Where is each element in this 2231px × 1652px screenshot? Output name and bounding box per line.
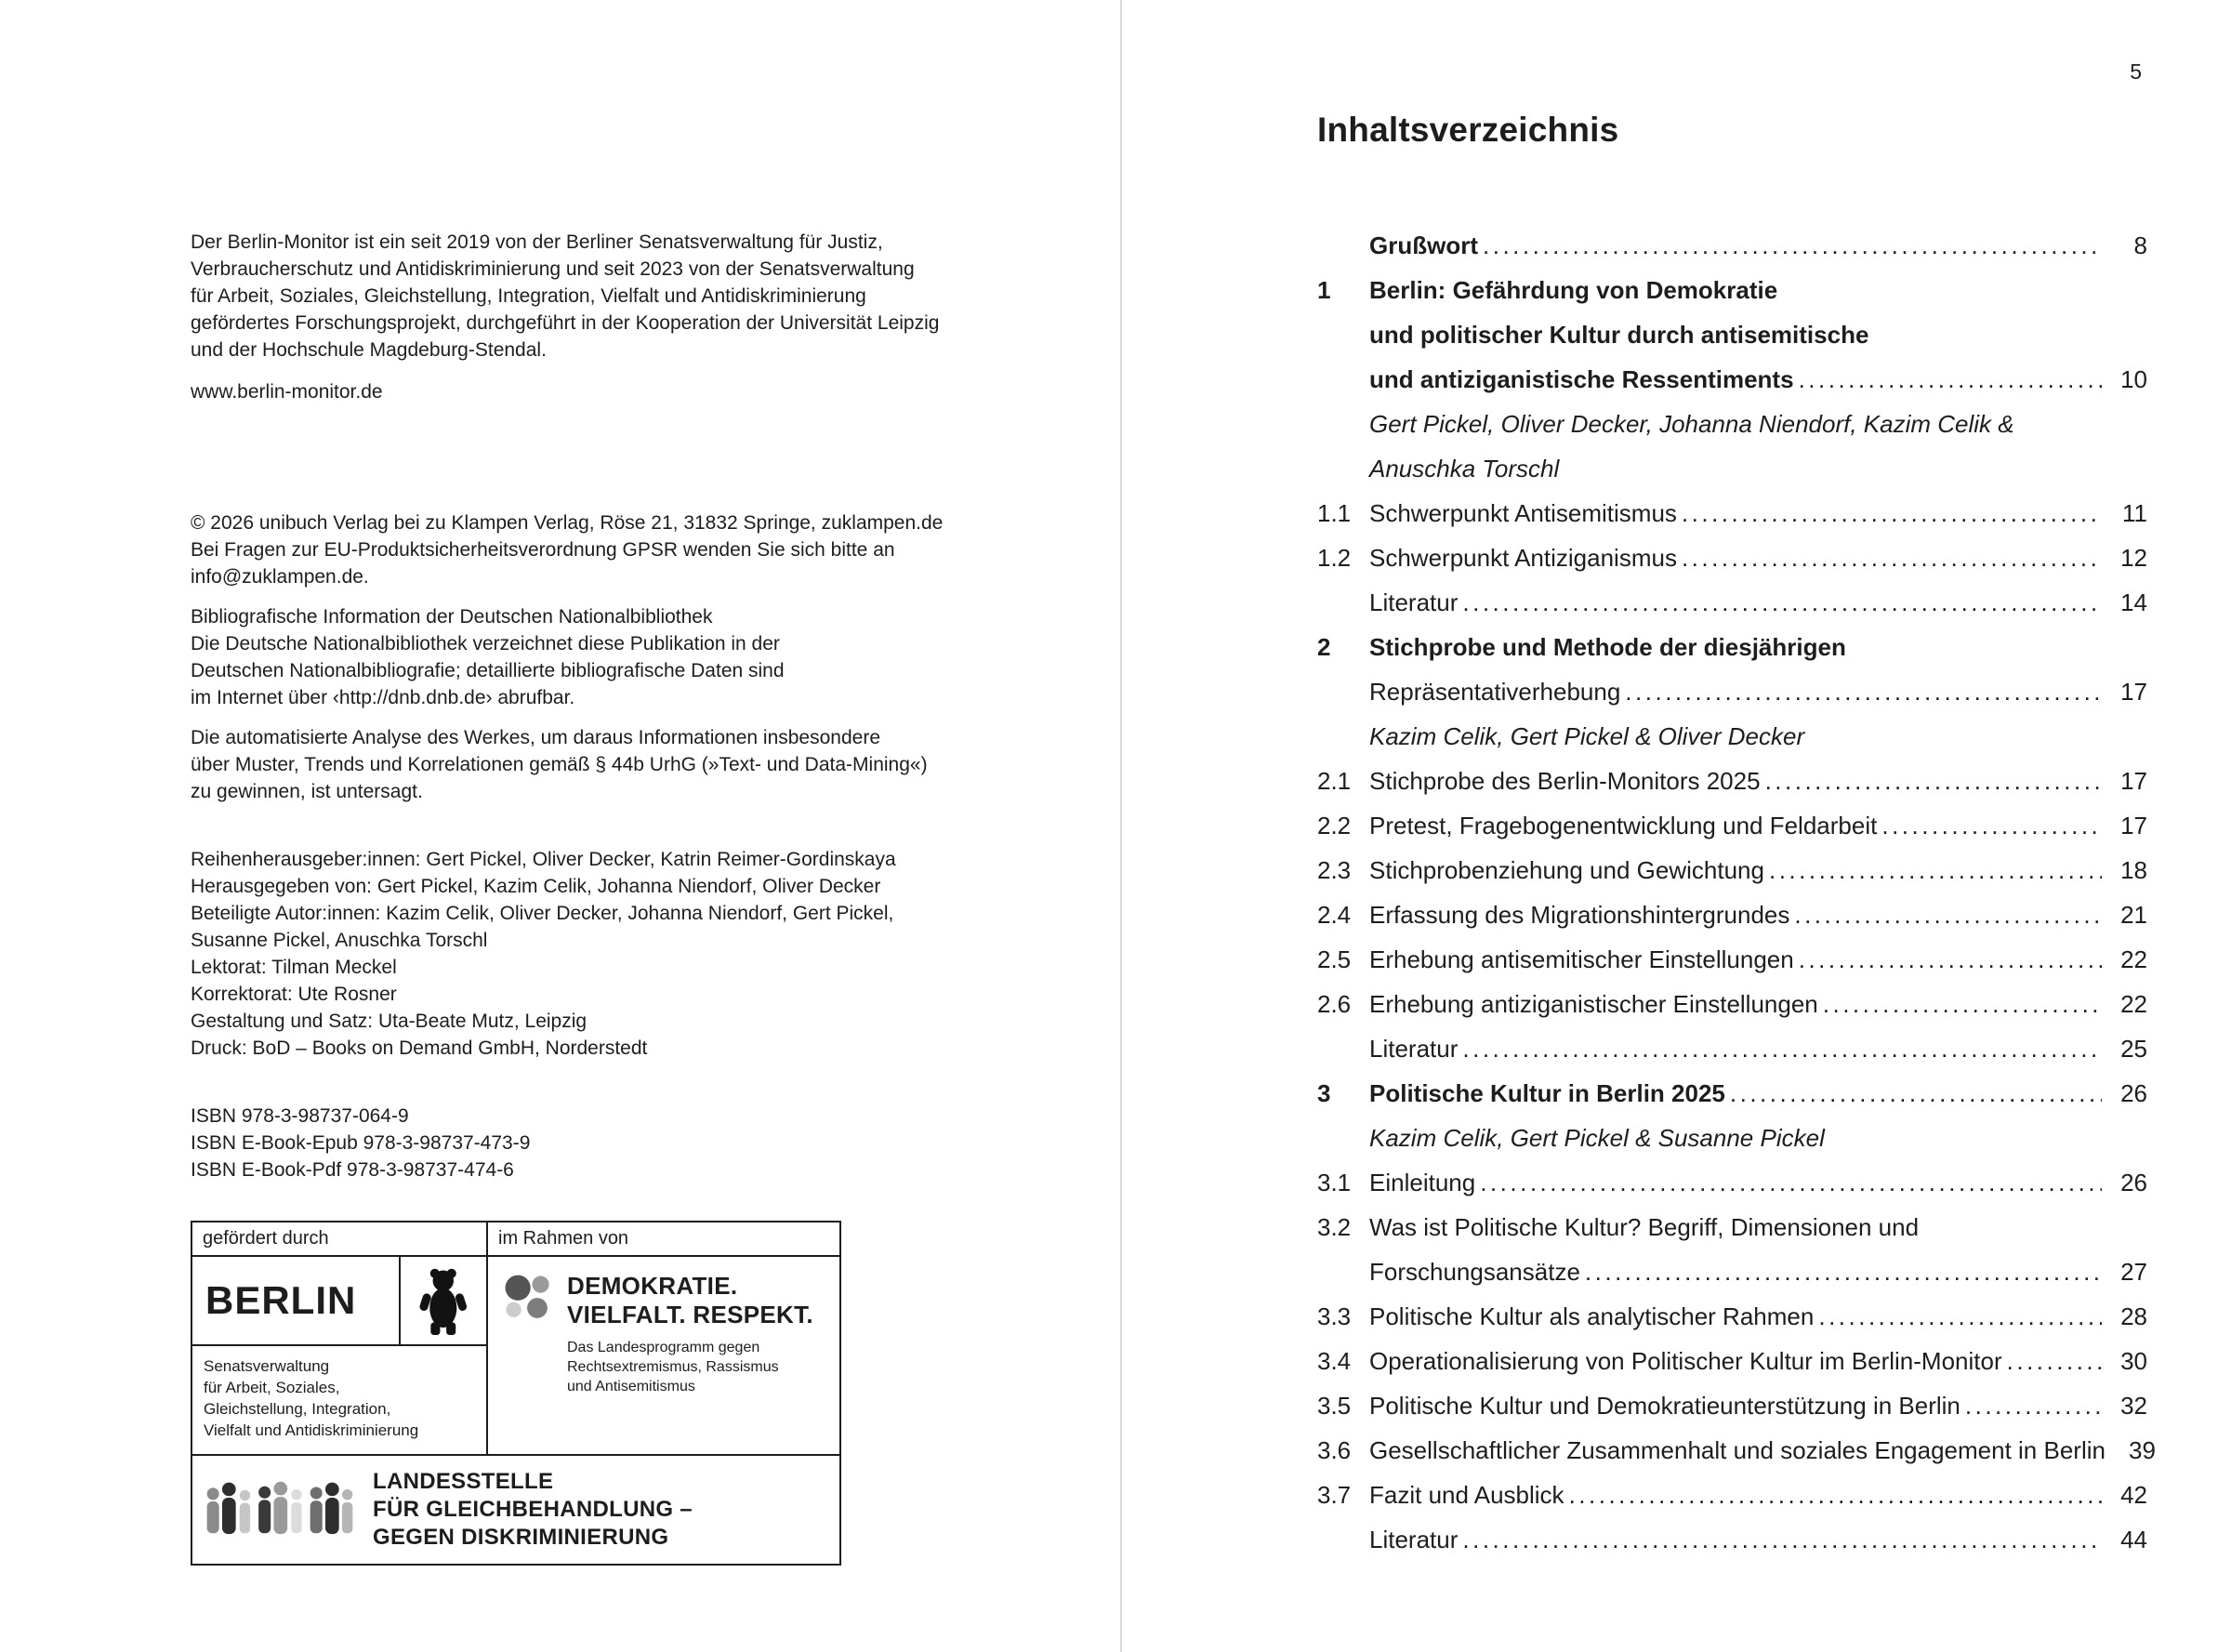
toc-entry-title: Stichprobe des Berlin-Monitors 2025 bbox=[1369, 767, 1761, 795]
toc-entry-number: 3.2 bbox=[1317, 1213, 1352, 1241]
text-line: Lektorat: Tilman Meckel bbox=[191, 957, 397, 978]
berlin-wordmark: BERLIN bbox=[205, 1278, 357, 1322]
toc-entry-title: Stichprobenziehung und Gewichtung bbox=[1369, 856, 1764, 884]
toc-entry bbox=[1317, 1428, 2156, 1473]
toc-entry-title: Literatur bbox=[1369, 588, 1459, 616]
text-line: Herausgegeben von: Gert Pickel, Kazim Celik, Johanna Niendorf, Oliver Decker bbox=[191, 876, 881, 897]
toc-author-line: Anuschka Torschl bbox=[1369, 455, 1560, 482]
toc-entry-number: 2.6 bbox=[1317, 990, 1352, 1018]
toc-entry-title: Politische Kultur in Berlin 2025 bbox=[1369, 1079, 1725, 1107]
toc-entry-row bbox=[1317, 223, 2147, 268]
toc-entry-title: Einleitung bbox=[1369, 1169, 1476, 1196]
toc-entry-row bbox=[1317, 1473, 2147, 1517]
toc-entry-page: 26 bbox=[2120, 1169, 2147, 1196]
toc-entry-row bbox=[1317, 491, 2147, 535]
people-pictogram-icon bbox=[205, 1478, 354, 1541]
toc-entry bbox=[1317, 1071, 2147, 1116]
toc-entry-row bbox=[1317, 535, 2147, 580]
toc-entry bbox=[1317, 625, 2147, 714]
toc-entry-title: Fazit und Ausblick bbox=[1369, 1481, 1564, 1509]
toc-entry-page: 21 bbox=[2120, 901, 2147, 929]
project-description bbox=[191, 229, 1055, 363]
toc-entry bbox=[1317, 803, 2147, 848]
toc-entry-title: und politischer Kultur durch antisemitische bbox=[1369, 321, 1869, 349]
toc-entry-number: 3.4 bbox=[1317, 1347, 1352, 1375]
toc-leader-dots bbox=[1765, 759, 2102, 803]
text-line: Verbraucherschutz und Antidiskriminierung und seit 2023 von der Senatsverwaltung bbox=[191, 258, 915, 280]
toc-entry-number: 2.1 bbox=[1317, 767, 1352, 795]
berlin-bear-icon bbox=[399, 1257, 486, 1344]
toc-entry-number: 2 bbox=[1317, 633, 1331, 661]
toc-leader-dots bbox=[1462, 1517, 2102, 1562]
toc-entry-row bbox=[1317, 1383, 2147, 1428]
text-line: Die automatisierte Analyse des Werkes, um daraus Informationen insbesondere bbox=[191, 727, 881, 748]
toc-entry-number: 3.3 bbox=[1317, 1302, 1352, 1330]
text-line: Bibliografische Information der Deutschen Nationalbibliothek bbox=[191, 606, 713, 628]
toc-entry-row bbox=[1317, 1294, 2147, 1339]
toc-entry bbox=[1317, 982, 2147, 1026]
toc-entry bbox=[1317, 759, 2147, 803]
toc-leader-dots bbox=[1730, 1071, 2102, 1116]
toc-entry-page: 27 bbox=[2120, 1258, 2147, 1286]
toc-entry-page: 8 bbox=[2133, 231, 2147, 259]
toc-entry-row bbox=[1317, 1249, 2147, 1294]
toc-entry-page: 18 bbox=[2120, 856, 2147, 884]
toc-entry-page: 11 bbox=[2122, 499, 2147, 527]
toc-entry bbox=[1317, 1517, 2147, 1562]
toc-entry-title: Literatur bbox=[1369, 1526, 1459, 1553]
text-line: Druck: BoD – Books on Demand GmbH, Norderstedt bbox=[191, 1037, 648, 1059]
text-line: info@zuklampen.de. bbox=[191, 566, 369, 588]
text-line: Vielfalt und Antidiskriminierung bbox=[204, 1421, 419, 1439]
toc-leader-dots bbox=[1682, 535, 2102, 580]
toc-entry bbox=[1317, 491, 2147, 535]
text-line: für Arbeit, Soziales, bbox=[204, 1379, 340, 1396]
text-line: Gestaltung und Satz: Uta-Beate Mutz, Leipzig bbox=[191, 1011, 587, 1032]
toc-leader-dots bbox=[1881, 803, 2102, 848]
toc-author-line: Gert Pickel, Oliver Decker, Johanna Niendorf, Kazim Celik & bbox=[1369, 410, 2014, 438]
toc-leader-dots bbox=[1462, 580, 2102, 625]
toc-entry-number: 1.1 bbox=[1317, 499, 1352, 527]
text-line: und der Hochschule Magdeburg-Stendal. bbox=[191, 339, 547, 361]
landesstelle-logo bbox=[192, 1454, 839, 1564]
toc-entry-number: 3.7 bbox=[1317, 1481, 1352, 1509]
toc-list bbox=[1317, 223, 2156, 1562]
toc-entry-number: 3.5 bbox=[1317, 1392, 1352, 1420]
toc-author-line: Kazim Celik, Gert Pickel & Susanne Pickel bbox=[1369, 1124, 1825, 1152]
toc-leader-dots bbox=[1462, 1026, 2102, 1071]
text-line: ISBN 978-3-98737-064-9 bbox=[191, 1105, 409, 1127]
text-line: © 2026 unibuch Verlag bei zu Klampen Verlag, Röse 21, 31832 Springe, zuklampen.de bbox=[191, 512, 944, 534]
toc-entry-page: 39 bbox=[2129, 1436, 2156, 1464]
toc-entry-row bbox=[1317, 669, 2147, 714]
toc-entry bbox=[1317, 580, 2147, 625]
toc-entry-number: 1 bbox=[1317, 276, 1331, 304]
toc-entry-page: 22 bbox=[2120, 945, 2147, 973]
text-line: Die Deutsche Nationalbibliothek verzeichnet diese Publikation in der bbox=[191, 633, 780, 654]
toc-entry bbox=[1317, 848, 2147, 892]
toc-leader-dots bbox=[1794, 892, 2102, 937]
imprint-text-column bbox=[191, 229, 1055, 1183]
toc-leader-dots bbox=[1682, 491, 2102, 535]
toc-entry-title: Grußwort bbox=[1369, 231, 1478, 259]
toc-entry-row bbox=[1317, 312, 2147, 357]
toc-entry-number: 2.3 bbox=[1317, 856, 1352, 884]
toc-entry-row bbox=[1317, 1071, 2147, 1116]
website-url: www.berlin-monitor.de bbox=[191, 381, 383, 403]
toc-author-line: Kazim Celik, Gert Pickel & Oliver Decker bbox=[1369, 722, 1805, 750]
toc-entry bbox=[1317, 1026, 2147, 1071]
toc-entry-row bbox=[1317, 982, 2147, 1026]
toc-entry-title: Politische Kultur und Demokratieunterstützung in Berlin bbox=[1369, 1392, 1960, 1420]
toc-entry-title: Repräsentativerhebung bbox=[1369, 678, 1621, 706]
toc-entry bbox=[1317, 1205, 2147, 1294]
toc-entry-row bbox=[1317, 1339, 2147, 1383]
toc-entry-title: Politische Kultur als analytischer Rahmen bbox=[1369, 1302, 1815, 1330]
bibliographic-note bbox=[191, 603, 1055, 711]
toc-entry bbox=[1317, 1294, 2147, 1339]
toc-entry-page: 17 bbox=[2120, 767, 2147, 795]
toc-entry-row bbox=[1317, 1205, 2147, 1249]
text-line: Senatsverwaltung bbox=[204, 1357, 330, 1375]
toc-entry-title: Schwerpunkt Antisemitismus bbox=[1369, 499, 1677, 527]
toc-entry-title: Gesellschaftlicher Zusammenhalt und soziales Engagement in Berlin bbox=[1369, 1436, 2106, 1464]
toc-entry-number: 1.2 bbox=[1317, 544, 1352, 572]
demokratie-vielfalt-respekt-logo bbox=[488, 1257, 839, 1454]
toc-entry-title: und antiziganistische Ressentiments bbox=[1369, 365, 1794, 393]
toc-entry-title: Stichprobe und Methode der diesjährigen bbox=[1369, 633, 1846, 661]
isbn-list bbox=[191, 1103, 1055, 1183]
toc-entry-page: 22 bbox=[2120, 990, 2147, 1018]
text-line: FÜR GLEICHBEHANDLUNG – bbox=[373, 1497, 693, 1522]
text-line: Deutschen Nationalbibliografie; detaillierte bibliografische Daten sind bbox=[191, 660, 785, 681]
text-line: Susanne Pickel, Anuschka Torschl bbox=[191, 930, 488, 951]
text-line: Bei Fragen zur EU-Produktsicherheitsverordnung GPSR wenden Sie sich bitte an bbox=[191, 539, 895, 561]
toc-entry-page: 32 bbox=[2120, 1392, 2147, 1420]
toc-entry-row bbox=[1317, 759, 2147, 803]
toc-authors bbox=[1317, 714, 2147, 759]
text-line: Gleichstellung, Integration, bbox=[204, 1400, 391, 1418]
toc-entry-row bbox=[1317, 580, 2147, 625]
text-line: Korrektorat: Ute Rosner bbox=[191, 984, 397, 1005]
toc-entry-page: 14 bbox=[2120, 588, 2147, 616]
toc-entry-row bbox=[1317, 625, 2147, 669]
funding-logo-box bbox=[191, 1221, 841, 1566]
text-line: LANDESSTELLE bbox=[373, 1469, 554, 1494]
toc-entry bbox=[1317, 535, 2147, 580]
toc-entry-page: 44 bbox=[2120, 1526, 2147, 1553]
toc-page bbox=[1120, 0, 2231, 1652]
toc-leader-dots bbox=[1769, 848, 2102, 892]
funded-by-label: gefördert durch bbox=[192, 1222, 488, 1257]
toc-leader-dots bbox=[1965, 1383, 2102, 1428]
toc-entry-page: 17 bbox=[2120, 678, 2147, 706]
toc-entry bbox=[1317, 223, 2147, 268]
senate-department-label bbox=[192, 1346, 488, 1454]
program-subtitle bbox=[567, 1338, 813, 1396]
toc-authors bbox=[1317, 1116, 2147, 1160]
toc-entry-page: 10 bbox=[2120, 365, 2147, 393]
toc-entry bbox=[1317, 268, 2147, 402]
toc-leader-dots bbox=[1799, 357, 2102, 402]
text-line: Reihenherausgeber:innen: Gert Pickel, Oliver Decker, Katrin Reimer-Gordinskaya bbox=[191, 849, 896, 870]
text-line: für Arbeit, Soziales, Gleichstellung, Integration, Vielfalt und Antidiskriminierung bbox=[191, 285, 866, 307]
toc-entry-title: Forschungsansätze bbox=[1369, 1258, 1580, 1286]
page-number: 5 bbox=[2130, 59, 2142, 84]
toc-entry-title: Was ist Politische Kultur? Begriff, Dimensionen und bbox=[1369, 1213, 1920, 1241]
text-line: Der Berlin-Monitor ist ein seit 2019 von der Berliner Senatsverwaltung für Justiz, bbox=[191, 231, 883, 253]
program-text bbox=[567, 1272, 813, 1396]
toc-entry bbox=[1317, 892, 2147, 937]
text-line: ISBN E-Book-Pdf 978-3-98737-474-6 bbox=[191, 1159, 514, 1181]
toc-entry bbox=[1317, 1160, 2147, 1205]
toc-heading: Inhaltsverzeichnis bbox=[1317, 111, 1619, 149]
toc-leader-dots bbox=[1480, 1160, 2102, 1205]
toc-entry-row bbox=[1317, 357, 2147, 402]
text-line: GEGEN DISKRIMINIERUNG bbox=[373, 1525, 669, 1550]
toc-leader-dots bbox=[1625, 669, 2102, 714]
toc-leader-dots bbox=[1569, 1473, 2102, 1517]
toc-leader-dots bbox=[1585, 1249, 2102, 1294]
text-line: VIELFALT. RESPEKT. bbox=[567, 1301, 813, 1328]
toc-entry-page: 28 bbox=[2120, 1302, 2147, 1330]
toc-entry-number: 3.1 bbox=[1317, 1169, 1352, 1196]
text-line: zu gewinnen, ist untersagt. bbox=[191, 781, 423, 802]
toc-entry-row bbox=[1317, 1160, 2147, 1205]
toc-entry bbox=[1317, 937, 2147, 982]
toc-entry-row bbox=[1317, 1517, 2147, 1562]
toc-leader-dots bbox=[1818, 1294, 2102, 1339]
toc-entry-number: 3 bbox=[1317, 1079, 1331, 1107]
in-frame-of-label: im Rahmen von bbox=[488, 1222, 839, 1257]
toc-leader-dots bbox=[1799, 937, 2102, 982]
program-title bbox=[567, 1272, 813, 1329]
toc-entry-page: 26 bbox=[2120, 1079, 2147, 1107]
toc-entry-title: Operationalisierung von Politischer Kultur im Berlin-Monitor bbox=[1369, 1347, 2002, 1375]
toc-entry-row bbox=[1317, 268, 2147, 312]
toc-entry-title: Erfassung des Migrationshintergrundes bbox=[1369, 901, 1790, 929]
toc-entry bbox=[1317, 1339, 2147, 1383]
toc-entry-title: Berlin: Gefährdung von Demokratie bbox=[1369, 276, 1778, 304]
text-line: DEMOKRATIE. bbox=[567, 1272, 738, 1300]
toc-entry bbox=[1317, 1473, 2147, 1517]
text-line: und Antisemitismus bbox=[567, 1379, 695, 1394]
toc-entry-page: 12 bbox=[2120, 544, 2147, 572]
text-line: ISBN E-Book-Epub 978-3-98737-473-9 bbox=[191, 1132, 531, 1154]
toc-entry-page: 17 bbox=[2120, 812, 2147, 839]
toc-entry-page: 42 bbox=[2120, 1481, 2147, 1509]
landesstelle-title bbox=[373, 1468, 693, 1552]
toc-entry-title: Pretest, Fragebogenentwicklung und Feldarbeit bbox=[1369, 812, 1878, 839]
toc-entry-row bbox=[1317, 1026, 2147, 1071]
toc-entry-row bbox=[1317, 803, 2147, 848]
toc-leader-dots bbox=[2007, 1339, 2102, 1383]
toc-entry-title: Literatur bbox=[1369, 1035, 1459, 1063]
toc-entry-row bbox=[1317, 848, 2147, 892]
toc-entry bbox=[1317, 1383, 2147, 1428]
berlin-logo bbox=[192, 1257, 488, 1346]
toc-entry-page: 30 bbox=[2120, 1347, 2147, 1375]
toc-leader-dots bbox=[1483, 223, 2102, 268]
toc-leader-dots bbox=[1823, 982, 2102, 1026]
text-line: über Muster, Trends und Korrelationen gemäß § 44b UrhG (»Text- und Data-Mining«) bbox=[191, 754, 928, 775]
text-line: gefördertes Forschungsprojekt, durchgeführt in der Kooperation der Universität Leipzig bbox=[191, 312, 940, 334]
toc-entry-number: 2.5 bbox=[1317, 945, 1352, 973]
datamining-note bbox=[191, 724, 1055, 805]
toc-authors bbox=[1317, 402, 2147, 491]
toc-entry-title: Erhebung antisemitischer Einstellungen bbox=[1369, 945, 1794, 973]
toc-entry-title: Erhebung antiziganistischer Einstellungen bbox=[1369, 990, 1818, 1018]
toc-entry-number: 2.2 bbox=[1317, 812, 1352, 839]
text-line: Das Landesprogramm gegen bbox=[567, 1340, 760, 1355]
toc-entry-title: Schwerpunkt Antiziganismus bbox=[1369, 544, 1677, 572]
toc-entry-row bbox=[1317, 892, 2147, 937]
toc-entry-row bbox=[1317, 1428, 2156, 1473]
toc-entry-page: 25 bbox=[2120, 1035, 2147, 1063]
toc-entry-row bbox=[1317, 937, 2147, 982]
text-line: im Internet über ‹http://dnb.dnb.de› abrufbar. bbox=[191, 687, 575, 708]
copyright-notice bbox=[191, 509, 1055, 590]
toc-entry-number: 2.4 bbox=[1317, 901, 1352, 929]
credits-list bbox=[191, 846, 1055, 1062]
text-line: Rechtsextremismus, Rassismus bbox=[567, 1359, 779, 1375]
text-line: Beteiligte Autor:innen: Kazim Celik, Oliver Decker, Johanna Niendorf, Gert Pickel, bbox=[191, 903, 894, 924]
circles-cluster-icon bbox=[501, 1272, 555, 1326]
toc-entry-number: 3.6 bbox=[1317, 1436, 1352, 1464]
